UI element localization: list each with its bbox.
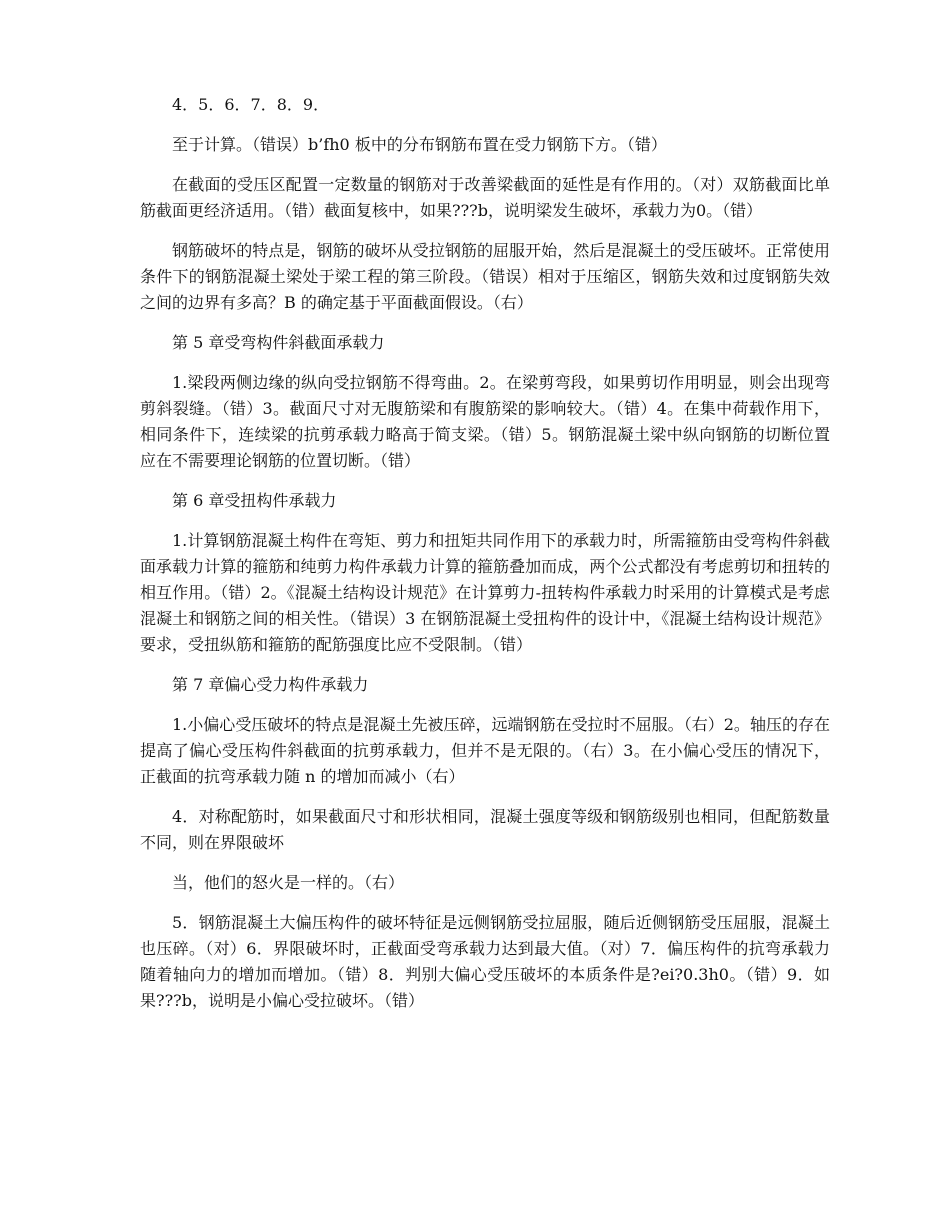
paragraph-chapter-5: 1.梁段两侧边缘的纵向受拉钢筋不得弯曲。2。在梁剪弯段，如果剪切作用明显，则会出现弯剪斜裂缝。（错）3。截面尺寸对无腹筋梁和有腹筋梁的影响较大。（错）4。在集中荷载作用下，相同条件下，连续梁的抗剪承载力略高于简支梁。（错）5。钢筋混凝土梁中纵向钢筋的切断位置应在不需要理论钢筋的位置切断。（错） — [140, 373, 830, 470]
paragraph-item-numbers: 4．5．6．7．8．9． — [172, 95, 330, 114]
paragraph-chapter-6: 1.计算钢筋混凝土构件在弯矩、剪力和扭矩共同作用下的承载力时，所需箍筋由受弯构件斜截面承载力计算的箍筋和纯剪力构件承载力计算的箍筋叠加而成，两个公式都没有考虑剪切和扭转的相互作用。（错）2。《混凝土结构设计规范》在计算剪力-扭转构件承载力时采用的计算模式是考虑混凝土和钢筋之间的相关性。（错误）3 在钢筋混凝土受扭构件的设计中，《混凝土结构设计规范》要求，受扭纵筋和箍筋的配筋强度比应不受限制。（错） — [140, 531, 830, 654]
paragraph-failure-characteristics: 钢筋破坏的特点是，钢筋的破坏从受拉钢筋的屈服开始，然后是混凝土的受压破坏。正常使用条件下的钢筋混凝土梁处于梁工程的第三阶段。（错误）相对于压缩区，钢筋失效和过度钢筋失效之间的边界有多高？B 的确定基于平面截面假设。（右） — [140, 241, 830, 312]
chapter-5-heading: 第 5 章受弯构件斜截面承载力 — [172, 333, 385, 352]
paragraph-chapter-7-part-4: 5．钢筋混凝土大偏压构件的破坏特征是远侧钢筋受拉屈服，随后近侧钢筋受压屈服，混凝土也压碎。（对）6．界限破坏时，正截面受弯承载力达到最大值。（对）7．偏压构件的抗弯承载力随着轴向力的增加而增加。（错）8．判别大偏心受压破坏的本质条件是?ei?0.3h0。（错）9．如果???b，说明是小偏心受拉破坏。（错） — [140, 913, 830, 1010]
paragraph-calculation: 至于计算。（错误）b’fh0 板中的分布钢筋布置在受力钢筋下方。（错） — [172, 135, 667, 154]
paragraph-chapter-7-part-1: 1.小偏心受压破坏的特点是混凝土先被压碎，远端钢筋在受拉时不屈服。（右）2。轴压的存在提高了偏心受压构件斜截面的抗剪承载力，但并不是无限的。（右）3。在小偏心受压的情况下，正截面的抗弯承载力随 n 的增加而减小（右） — [140, 715, 830, 786]
paragraph-compression-zone: 在截面的受压区配置一定数量的钢筋对于改善梁截面的延性是有作用的。（对）双筋截面比单筋截面更经济适用。（错）截面复核中，如果???b，说明梁发生破坏，承载力为0。（错） — [140, 175, 830, 220]
paragraph-chapter-7-part-3: 当，他们的怒火是一样的。（右） — [172, 873, 405, 892]
paragraph-chapter-7-part-2: 4．对称配筋时，如果截面尺寸和形状相同，混凝土强度等级和钢筋级别也相同，但配筋数量不同，则在界限破坏 — [140, 807, 830, 852]
chapter-7-heading: 第 7 章偏心受力构件承载力 — [172, 675, 369, 694]
chapter-6-heading: 第 6 章受扭构件承载力 — [172, 491, 337, 510]
